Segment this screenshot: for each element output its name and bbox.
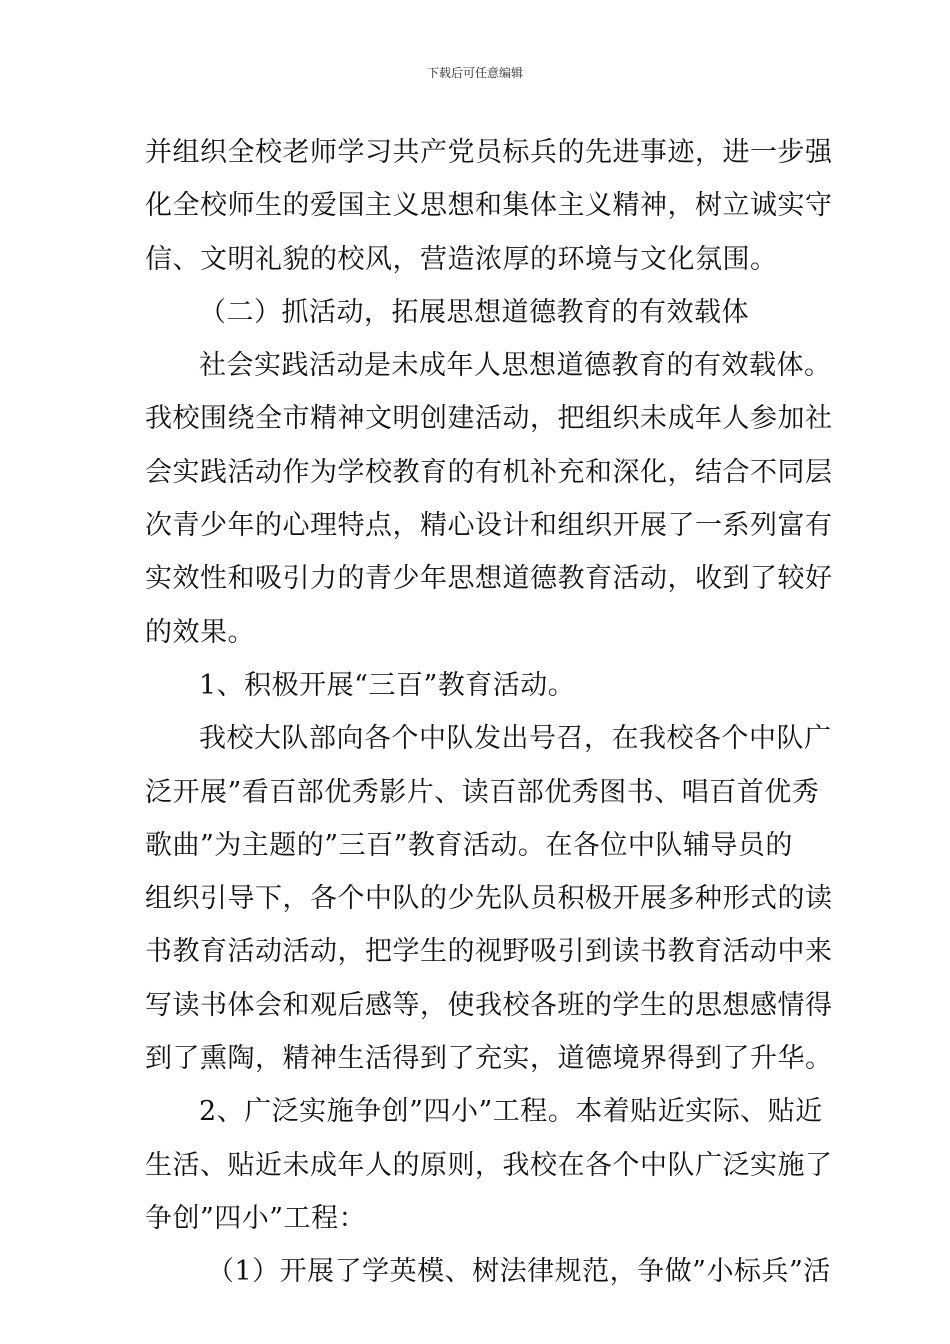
- document-body: [145, 126, 833, 1299]
- list-item-heading: 2、广泛实施争创”四小”工程。本着贴近实际、贴近: [199, 1096, 823, 1128]
- list-item-heading: 1、积极开展“三百”教育活动。: [199, 669, 576, 701]
- page-header: 下载后可任意编辑: [426, 66, 523, 80]
- text-line: 会实践活动作为学校教育的有机补充和深化，结合不同层: [145, 456, 833, 488]
- text-line: 写读书体会和观后感等，使我校各班的学生的思想感情得: [145, 989, 833, 1021]
- text-line: 生活、贴近未成年人的原则，我校在各个中队广泛实施了: [145, 1149, 833, 1181]
- text-line: 信、文明礼貌的校风，营造浓厚的环境与文化氛围。: [145, 243, 778, 275]
- text-line: 次青少年的心理特点，精心设计和组织开展了一系列富有: [145, 510, 833, 542]
- text-line: 化全校师生的爱国主义思想和集体主义精神，树立诚实守: [145, 190, 833, 222]
- text-line: 泛开展”看百部优秀影片、读百部优秀图书、唱百首优秀: [145, 776, 820, 808]
- text-line: 争创”四小”工程：: [145, 1202, 367, 1234]
- section-heading: （二）抓活动，拓展思想道德教育的有效载体: [199, 296, 749, 328]
- text-line: 社会实践活动是未成年人思想道德教育的有效载体。: [199, 350, 832, 382]
- text-line: 我校围绕全市精神文明创建活动，把组织未成年人参加社: [145, 403, 833, 435]
- text-line: 我校大队部向各个中队发出号召，在我校各个中队广: [199, 723, 832, 755]
- text-line: 书教育活动活动，把学生的视野吸引到读书教育活动中来: [145, 936, 833, 968]
- text-line: 并组织全校老师学习共产党员标兵的先进事迹，进一步强: [145, 137, 833, 168]
- sub-list-item: （1）开展了学英模、树法律规范，争做”小标兵”活: [207, 1256, 831, 1288]
- text-line: 歌曲”为主题的”三百”教育活动。在各位中队辅导员的: [145, 829, 793, 861]
- text-line: 实效性和吸引力的青少年思想道德教育活动，收到了较好: [145, 563, 833, 595]
- text-line: 的效果。: [145, 616, 255, 648]
- text-line: 到了熏陶，精神生活得到了充实，道德境界得到了升华。: [145, 1043, 833, 1075]
- text-line: 组织引导下，各个中队的少先队员积极开展多种形式的读: [145, 883, 833, 915]
